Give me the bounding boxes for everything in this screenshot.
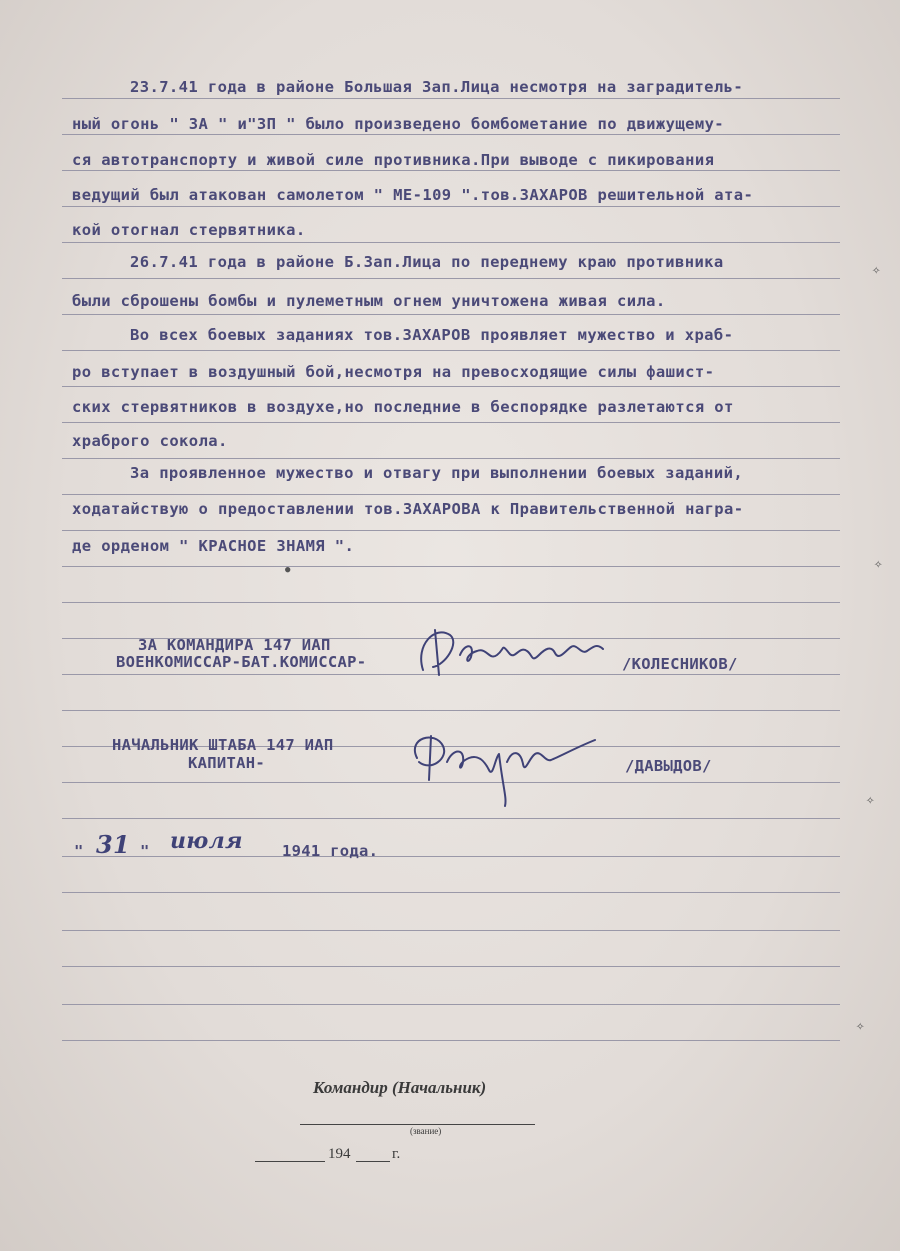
commander-name: /КОЛЕСНИКОВ/	[622, 655, 738, 673]
ruled-line	[62, 314, 840, 315]
paragraph-1-line-3: ся автотранспорту и живой силе противника.При выводе с пикирования	[72, 151, 715, 169]
commander-print-title: Командир (Начальник)	[313, 1078, 487, 1097]
paragraph-3-line-4: храброго сокола.	[72, 432, 228, 450]
ink-dot: ●	[285, 565, 291, 575]
binding-hole-mark: ✧	[872, 262, 881, 278]
paragraph-1-line-1: 23.7.41 года в районе Большая Зап.Лица несмотря на заградитель-	[130, 78, 744, 96]
date-year-line	[356, 1161, 390, 1162]
date-day-line	[255, 1161, 325, 1162]
ruled-line	[62, 494, 840, 495]
chief-rank: КАПИТАН-	[188, 754, 266, 772]
ruled-line	[62, 930, 840, 931]
ruled-line	[62, 1004, 840, 1005]
chief-title: НАЧАЛЬНИК ШТАБА 147 ИАП	[112, 736, 334, 754]
ruled-line	[62, 566, 840, 567]
ruled-line	[62, 856, 840, 857]
rank-caption: (звание)	[410, 1126, 442, 1136]
date-quote-close: "	[140, 842, 150, 860]
date-day: 31	[96, 830, 130, 859]
paragraph-1-line-4: ведущий был атакован самолетом " МЕ-109 ".тов.ЗАХАРОВ решительной ата-	[72, 186, 754, 204]
commander-title: ЗА КОМАНДИРА 147 ИАП	[138, 636, 331, 654]
binding-hole-mark: ✧	[866, 792, 875, 808]
ruled-line	[62, 710, 840, 711]
ruled-line	[62, 206, 840, 207]
ruled-line	[62, 278, 840, 279]
paragraph-2-line-1: 26.7.41 года в районе Б.Зап.Лица по переднему краю противника	[130, 253, 724, 271]
ruled-line	[62, 1040, 840, 1041]
date-quote-open: "	[74, 842, 84, 860]
commander-rank: ВОЕНКОМИССАР-БАТ.КОМИССАР-	[116, 653, 367, 671]
paragraph-2-line-2: были сброшены бомбы и пулеметным огнем уничтожена живая сила.	[72, 292, 666, 310]
ruled-line	[62, 602, 840, 603]
ruled-line	[62, 134, 840, 135]
print-year-suffix: г.	[392, 1146, 401, 1162]
print-year-prefix: 194	[328, 1146, 351, 1162]
paragraph-1-line-2: ный огонь " ЗА " и"ЗП " было произведено бомбометание по движущему-	[72, 115, 725, 133]
ruled-line	[62, 818, 840, 819]
commander-signature	[405, 615, 625, 690]
paragraph-3-line-2: ро вступает в воздушный бой,несмотря на превосходящие силы фашист-	[72, 363, 715, 381]
chief-signature	[395, 718, 615, 808]
date-year: 1941 года.	[282, 842, 379, 860]
paragraph-3-line-1: Во всех боевых заданиях тов.ЗАХАРОВ проявляет мужество и храб-	[130, 326, 734, 344]
ruled-line	[62, 530, 840, 531]
ruled-line	[62, 386, 840, 387]
ruled-line	[62, 350, 840, 351]
ruled-line	[62, 966, 840, 967]
paragraph-3-line-3: ских стервятников в воздухе,но последние в беспорядке разлетаются от	[72, 398, 734, 416]
rank-line	[300, 1124, 535, 1125]
chief-name: /ДАВЫДОВ/	[625, 757, 712, 775]
binding-hole-mark: ✧	[856, 1018, 865, 1034]
ruled-line	[62, 422, 840, 423]
ruled-line	[62, 458, 840, 459]
date-month: июля	[170, 828, 243, 854]
ruled-line	[62, 98, 840, 99]
paragraph-4-line-2: ходатайствую о предоставлении тов.ЗАХАРОВА к Правительственной награ-	[72, 500, 744, 518]
binding-hole-mark: ✧	[874, 556, 883, 572]
ruled-line	[62, 170, 840, 171]
paragraph-1-line-5: кой отогнал стервятника.	[72, 221, 306, 239]
paragraph-4-line-1: За проявленное мужество и отвагу при выполнении боевых заданий,	[130, 464, 744, 482]
paragraph-4-line-3: де орденом " КРАСНОЕ ЗНАМЯ ".	[72, 537, 355, 555]
ruled-line	[62, 242, 840, 243]
ruled-line	[62, 892, 840, 893]
